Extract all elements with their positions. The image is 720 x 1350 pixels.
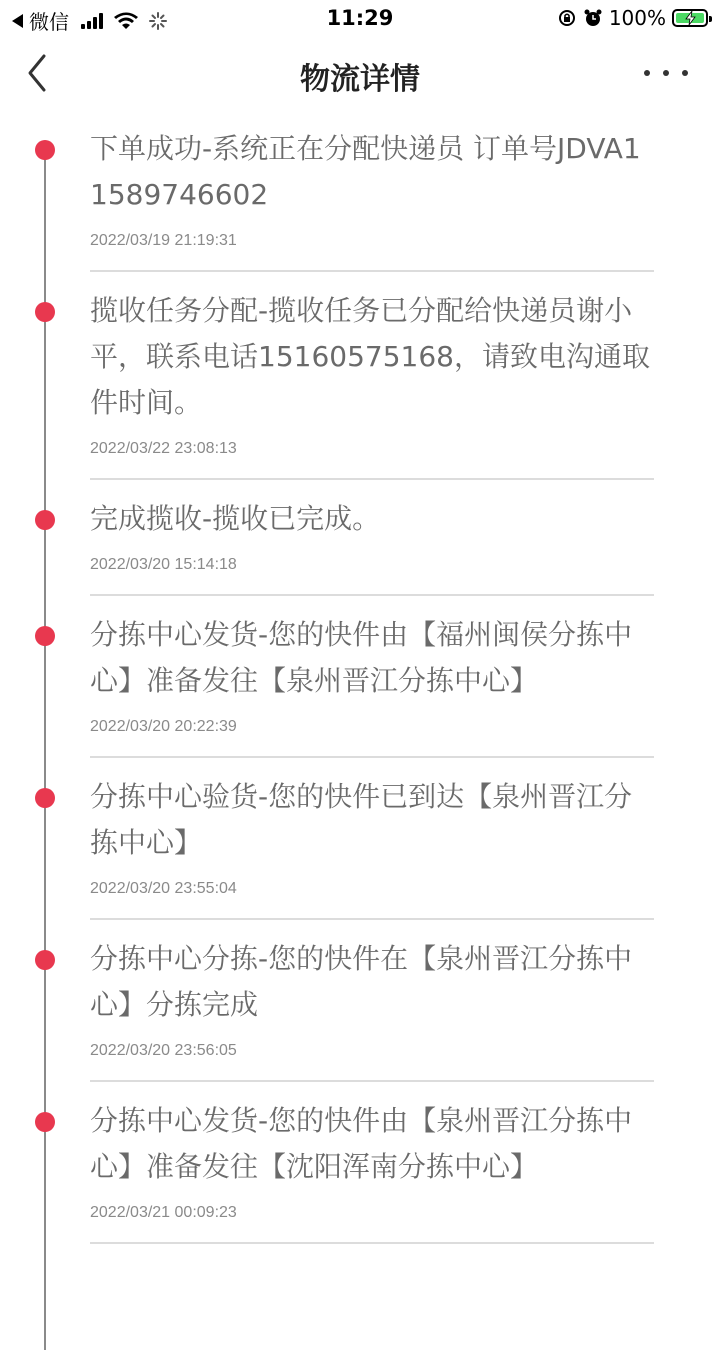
timeline-entry (0, 272, 720, 480)
entry-text: 完成揽收-揽收已完成。 (90, 502, 381, 535)
timeline-dot (35, 1112, 55, 1132)
carrier-label[interactable]: 微信 (29, 10, 69, 34)
status-time: 11:29 (326, 6, 394, 30)
timeline-dot (35, 302, 55, 322)
more-horizontal-icon[interactable] (644, 58, 688, 88)
entry-text: 分拣中心发货-您的快件由【泉州晋江分拣中心】准备发往【沈阳浑南分拣中心】 (90, 1104, 633, 1183)
timeline-entry (0, 110, 720, 272)
battery-percent: 100% (608, 6, 666, 30)
timeline-entry (0, 920, 720, 1082)
status-right (557, 6, 708, 30)
nav-bar (0, 36, 720, 110)
timeline-dot (35, 788, 55, 808)
timeline-dot (35, 950, 55, 970)
entry-time: 2022/03/20 20:22:39 (90, 718, 237, 735)
entry-time: 2022/03/19 21:19:31 (90, 232, 237, 249)
timeline-entry (0, 758, 720, 920)
entry-time: 2022/03/20 15:14:18 (90, 556, 237, 573)
entry-text: 分拣中心分拣-您的快件在【泉州晋江分拣中心】分拣完成 (90, 942, 633, 1021)
battery-charging-icon (672, 9, 708, 27)
timeline-dot (35, 140, 55, 160)
timeline-entry (0, 596, 720, 758)
entry-time: 2022/03/20 23:56:05 (90, 1042, 237, 1059)
alarm-icon (583, 8, 603, 28)
status-bar (0, 0, 720, 36)
orientation-lock-icon (557, 8, 577, 28)
page-title: 物流详情 (300, 62, 420, 97)
timeline-entry (0, 1082, 720, 1244)
entry-text: 揽收任务分配-揽收任务已分配给快递员谢小平，联系电话15160575168，请致电沟通取件时间。 (90, 294, 650, 419)
entry-text: 分拣中心发货-您的快件由【福州闽侯分拣中心】准备发往【泉州晋江分拣中心】 (90, 618, 633, 697)
entry-text: 分拣中心验货-您的快件已到达【泉州晋江分拣中心】 (90, 780, 633, 859)
timeline-entry (0, 480, 720, 596)
entry-text: 下单成功-系统正在分配快递员 订单号JDVA11589746602 (90, 132, 641, 211)
entry-time: 2022/03/21 00:09:23 (90, 1204, 237, 1221)
entry-time: 2022/03/22 23:08:13 (90, 440, 237, 457)
timeline-dot (35, 626, 55, 646)
logistics-timeline (0, 110, 720, 1280)
timeline-dot (35, 510, 55, 530)
entry-time: 2022/03/20 23:55:04 (90, 880, 237, 897)
